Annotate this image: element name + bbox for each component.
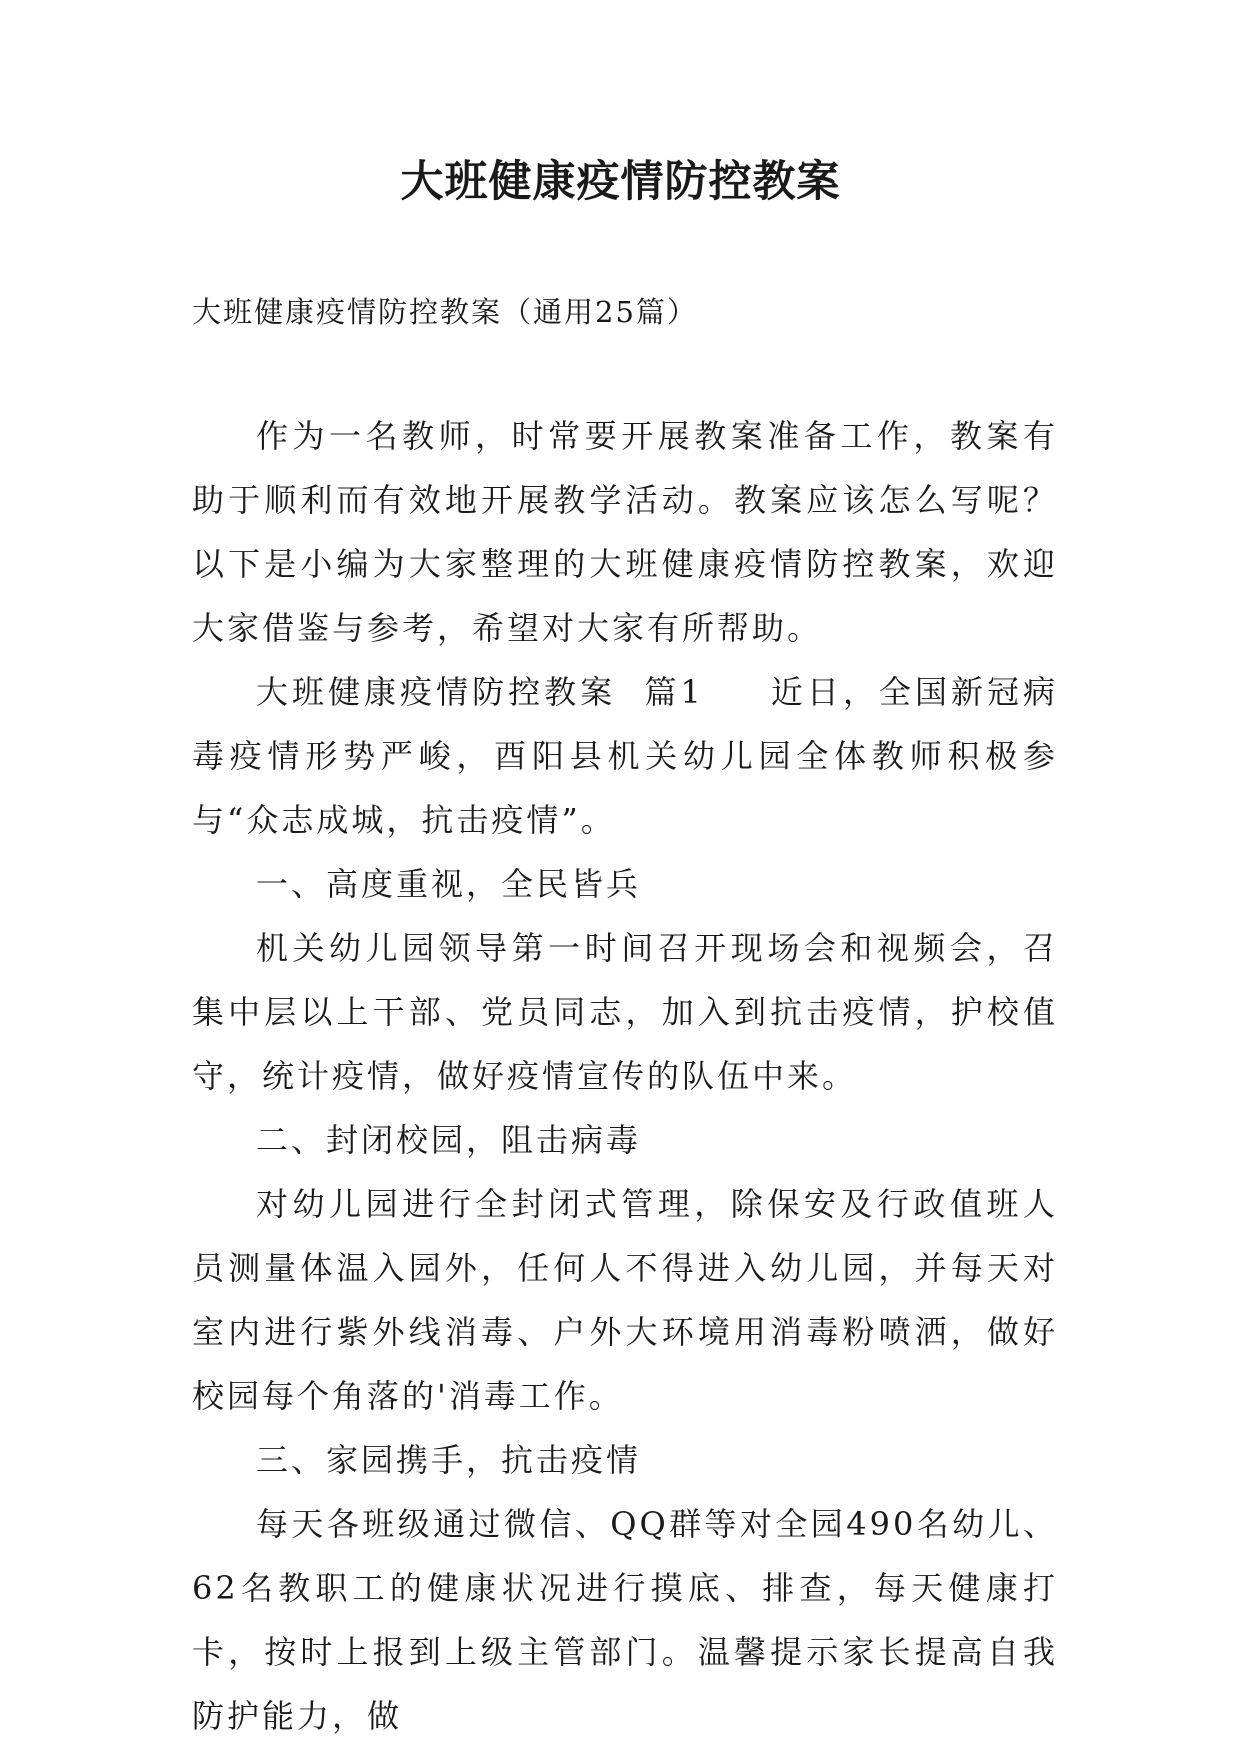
section-1-paragraph [192, 660, 1058, 852]
point-2-paragraph: 对幼儿园进行全封闭式管理，除保安及行政值班人员测量体温入园外，任何人不得进入幼儿园，并每天对室内进行紫外线消毒、户外大环境用消毒粉喷洒，做好校园每个角落的'消毒工作。 [192, 1185, 1058, 1415]
section-1-text: 近日，全国新冠病毒疫情形势严峻，酉阳县机关幼儿园全体教师积极参与“众志成城，抗击疫情”。 [192, 673, 1058, 839]
document-body [192, 404, 1058, 1748]
section-1-heading: 大班健康疫情防控教案 篇1 [256, 673, 704, 711]
point-1-paragraph: 机关幼儿园领导第一时间召开现场会和视频会，召集中层以上干部、党员同志，加入到抗击疫情，护校值守，统计疫情，做好疫情宣传的队伍中来。 [192, 929, 1058, 1095]
document-title: 大班健康疫情防控教案 [400, 157, 841, 207]
intro-paragraph: 作为一名教师，时常要开展教案准备工作，教案有助于顺利而有效地开展教学活动。教案应该怎么写呢？以下是小编为大家整理的大班健康疫情防控教案，欢迎大家借鉴与参考，希望对大家有所帮助。 [192, 417, 1058, 647]
document-subtitle: 大班健康疫情防控教案（通用25篇） [192, 295, 698, 329]
point-2-heading: 二、封闭校园，阻击病毒 [256, 1121, 642, 1159]
point-3-paragraph: 每天各班级通过微信、QQ群等对全园490名幼儿、62名教职工的健康状况进行摸底、排查，每天健康打卡，按时上报到上级主管部门。温馨提示家长提高自我防护能力，做 [192, 1505, 1058, 1735]
point-3-heading: 三、家园携手，抗击疫情 [256, 1441, 642, 1479]
point-1-heading: 一、高度重视，全民皆兵 [256, 865, 642, 903]
